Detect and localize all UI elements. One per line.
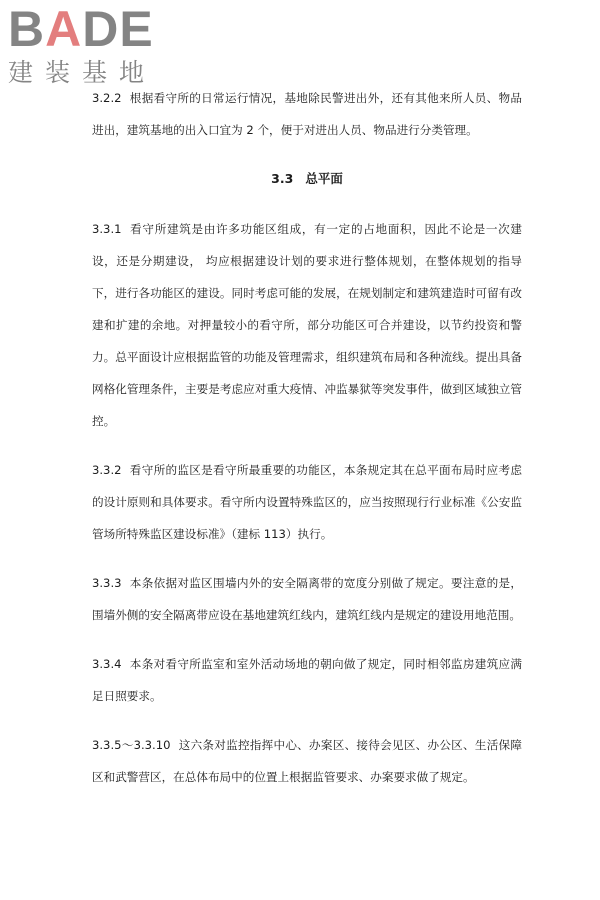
clause-text: 本条对看守所监室和室外活动场地的朝向做了规定，同时相邻监房建筑应满足日照要求。 bbox=[92, 657, 522, 703]
clause-number: 3.3.4 bbox=[92, 657, 122, 671]
clause-number: 3.3.5～3.3.10 bbox=[92, 738, 171, 752]
clause-3-3-5-to-3-3-10 bbox=[92, 729, 522, 793]
clause-text: 根据看守所的日常运行情况，基地除民警进出外，还有其他来所人员、物品进出，建筑基地的出入口宜为 2 个，便于对进出人员、物品进行分类管理。 bbox=[92, 91, 522, 137]
clause-3-3-4 bbox=[92, 648, 522, 712]
clause-number: 3.3.3 bbox=[92, 576, 122, 590]
bade-logo-subtitle: 建装基地 bbox=[8, 58, 157, 87]
clause-number: 3.3.2 bbox=[92, 463, 122, 477]
clause-3-3-3 bbox=[92, 567, 522, 631]
document-page bbox=[92, 82, 522, 810]
clause-number: 3.2.2 bbox=[92, 91, 122, 105]
clause-3-3-2 bbox=[92, 454, 522, 550]
section-title: 总平面 bbox=[305, 171, 343, 186]
clause-3-2-2 bbox=[92, 82, 522, 146]
clause-text: 看守所建筑是由许多功能区组成，有一定的占地面积，因此不论是一次建设，还是分期建设， 均应根据建设计划的要求进行整体规划，在整体规划的指导下，进行各功能区的建设。同时考虑可能的发展，在规划制定和建筑建造时可留有改建和扩建的余地。对押量较小的看守所，部分功能区可合并建设，以节约投资和警力。总平面设计应根据监管的功能及管理需求，组织建筑布局和各种流线。提出具备网格化管理条件，主要是考虑应对重大疫情、冲监暴狱等突发事件，做到区域独立管控。 bbox=[92, 222, 522, 428]
section-heading bbox=[92, 163, 522, 195]
bade-logo-text bbox=[8, 1, 178, 57]
clause-text: 看守所的监区是看守所最重要的功能区，本条规定其在总平面布局时应考虑的设计原则和具体要求。看守所内设置特殊监区的，应当按照现行行业标准《公安监管场所特殊监区建设标准》（建标 113）执行。 bbox=[92, 463, 522, 541]
clause-text: 这六条对监控指挥中心、办案区、接待会见区、办公区、生活保障区和武警营区，在总体布局中的位置上根据监管要求、办案要求做了规定。 bbox=[92, 738, 522, 784]
section-number: 3.3 bbox=[271, 171, 294, 186]
clause-text: 本条依据对监区围墙内外的安全隔离带的宽度分别做了规定。要注意的是，围墙外侧的安全隔离带应设在基地建筑红线内，建筑红线内是规定的建设用地范围。 bbox=[92, 576, 522, 622]
bade-logo-wordmark: BADE bbox=[8, 1, 154, 57]
clause-number: 3.3.1 bbox=[92, 222, 122, 236]
clause-3-3-1 bbox=[92, 213, 522, 437]
bade-logo-accent-letter: A bbox=[45, 1, 83, 57]
